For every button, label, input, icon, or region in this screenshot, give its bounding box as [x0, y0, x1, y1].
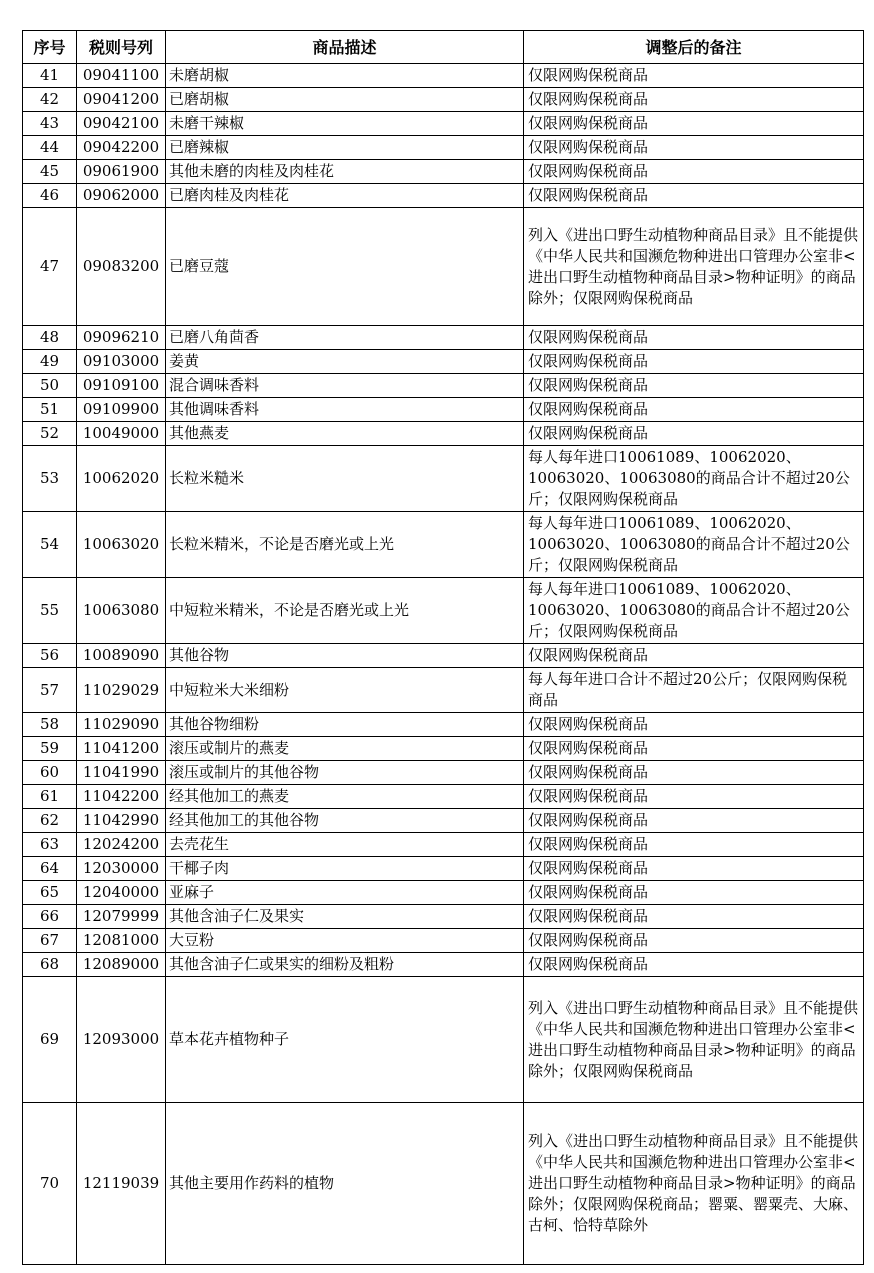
remarks-cell: 列入《进出口野生动植物种商品目录》且不能提供《中华人民共和国濒危物种进出口管理办公室非<进出口野生动植物种商品目录>物种证明》的商品除外；仅限网购保税商品；罂粟、罂粟壳、大麻、古柯、恰特草除外 [524, 1103, 864, 1265]
serial-no-cell: 42 [23, 88, 77, 112]
tariff-code-cell: 09042100 [77, 112, 166, 136]
tariff-code-cell: 09041100 [77, 64, 166, 88]
tariff-code-cell: 11029090 [77, 713, 166, 737]
description-cell: 长粒米糙米 [166, 446, 524, 512]
description-cell: 其他调味香料 [166, 398, 524, 422]
description-cell: 亚麻子 [166, 881, 524, 905]
description-cell: 姜黄 [166, 350, 524, 374]
description-cell: 已磨胡椒 [166, 88, 524, 112]
table-row [23, 833, 864, 857]
serial-no-cell: 43 [23, 112, 77, 136]
table-row [23, 398, 864, 422]
description-cell: 中短粒米精米，不论是否磨光或上光 [166, 578, 524, 644]
table-row [23, 737, 864, 761]
tariff-code-cell: 12093000 [77, 977, 166, 1103]
description-cell: 未磨胡椒 [166, 64, 524, 88]
remarks-cell: 仅限网购保税商品 [524, 833, 864, 857]
description-cell: 长粒米精米，不论是否磨光或上光 [166, 512, 524, 578]
description-cell: 已磨肉桂及肉桂花 [166, 184, 524, 208]
remarks-cell: 每人每年进口10061089、10062020、10063020、10063080的商品合计不超过20公斤；仅限网购保税商品 [524, 446, 864, 512]
table-row [23, 668, 864, 713]
serial-no-cell: 55 [23, 578, 77, 644]
serial-no-cell: 63 [23, 833, 77, 857]
description-cell: 大豆粉 [166, 929, 524, 953]
table-row [23, 184, 864, 208]
table-row [23, 136, 864, 160]
serial-no-cell: 54 [23, 512, 77, 578]
table-row [23, 112, 864, 136]
serial-no-cell: 60 [23, 761, 77, 785]
tariff-code-cell: 12079999 [77, 905, 166, 929]
serial-no-cell: 68 [23, 953, 77, 977]
tariff-code-cell: 12030000 [77, 857, 166, 881]
table-row [23, 208, 864, 326]
description-cell: 经其他加工的其他谷物 [166, 809, 524, 833]
table-header-row [23, 31, 864, 64]
remarks-cell: 仅限网购保税商品 [524, 422, 864, 446]
table-row [23, 953, 864, 977]
header-tariff-code: 税则号列 [77, 31, 166, 64]
description-cell: 其他含油子仁及果实 [166, 905, 524, 929]
header-remarks: 调整后的备注 [524, 31, 864, 64]
description-cell: 中短粒米大米细粉 [166, 668, 524, 713]
description-cell: 其他燕麦 [166, 422, 524, 446]
tariff-code-cell: 11041200 [77, 737, 166, 761]
serial-no-cell: 46 [23, 184, 77, 208]
serial-no-cell: 58 [23, 713, 77, 737]
tariff-code-cell: 12081000 [77, 929, 166, 953]
serial-no-cell: 48 [23, 326, 77, 350]
serial-no-cell: 69 [23, 977, 77, 1103]
serial-no-cell: 57 [23, 668, 77, 713]
tariff-code-cell: 09109900 [77, 398, 166, 422]
serial-no-cell: 66 [23, 905, 77, 929]
remarks-cell: 仅限网购保税商品 [524, 809, 864, 833]
tariff-code-cell: 11042200 [77, 785, 166, 809]
tariff-code-cell: 09096210 [77, 326, 166, 350]
remarks-cell: 仅限网购保税商品 [524, 374, 864, 398]
remarks-cell: 仅限网购保税商品 [524, 644, 864, 668]
serial-no-cell: 59 [23, 737, 77, 761]
remarks-cell: 列入《进出口野生动植物种商品目录》且不能提供《中华人民共和国濒危物种进出口管理办公室非<进出口野生动植物种商品目录>物种证明》的商品除外；仅限网购保税商品 [524, 977, 864, 1103]
table-row [23, 857, 864, 881]
description-cell: 已磨豆蔻 [166, 208, 524, 326]
remarks-cell: 仅限网购保税商品 [524, 713, 864, 737]
remarks-cell: 仅限网购保税商品 [524, 160, 864, 184]
remarks-cell: 仅限网购保税商品 [524, 136, 864, 160]
tariff-code-cell: 09041200 [77, 88, 166, 112]
table-row [23, 1103, 864, 1265]
remarks-cell: 仅限网购保税商品 [524, 88, 864, 112]
tariff-code-cell: 10062020 [77, 446, 166, 512]
serial-no-cell: 67 [23, 929, 77, 953]
serial-no-cell: 51 [23, 398, 77, 422]
tariff-code-cell: 11041990 [77, 761, 166, 785]
description-cell: 其他主要用作药料的植物 [166, 1103, 524, 1265]
remarks-cell: 每人每年进口10061089、10062020、10063020、10063080的商品合计不超过20公斤；仅限网购保税商品 [524, 578, 864, 644]
remarks-cell: 仅限网购保税商品 [524, 184, 864, 208]
remarks-cell: 仅限网购保税商品 [524, 737, 864, 761]
description-cell: 干椰子肉 [166, 857, 524, 881]
description-cell: 草本花卉植物种子 [166, 977, 524, 1103]
tariff-code-cell: 12024200 [77, 833, 166, 857]
remarks-cell: 仅限网购保税商品 [524, 857, 864, 881]
remarks-cell: 每人每年进口合计不超过20公斤；仅限网购保税商品 [524, 668, 864, 713]
serial-no-cell: 61 [23, 785, 77, 809]
serial-no-cell: 41 [23, 64, 77, 88]
tariff-code-cell: 09109100 [77, 374, 166, 398]
description-cell: 滚压或制片的其他谷物 [166, 761, 524, 785]
remarks-cell: 仅限网购保税商品 [524, 326, 864, 350]
serial-no-cell: 62 [23, 809, 77, 833]
remarks-cell: 仅限网购保税商品 [524, 398, 864, 422]
tariff-code-cell: 10063020 [77, 512, 166, 578]
tariff-code-cell: 12119039 [77, 1103, 166, 1265]
table-row [23, 761, 864, 785]
serial-no-cell: 53 [23, 446, 77, 512]
table-row [23, 785, 864, 809]
tariff-table [22, 30, 864, 1265]
description-cell: 其他谷物细粉 [166, 713, 524, 737]
remarks-cell: 仅限网购保税商品 [524, 785, 864, 809]
table-row [23, 644, 864, 668]
serial-no-cell: 50 [23, 374, 77, 398]
table-row [23, 350, 864, 374]
description-cell: 去壳花生 [166, 833, 524, 857]
remarks-cell: 每人每年进口10061089、10062020、10063020、10063080的商品合计不超过20公斤；仅限网购保税商品 [524, 512, 864, 578]
table-row [23, 326, 864, 350]
remarks-cell: 仅限网购保税商品 [524, 761, 864, 785]
table-row [23, 160, 864, 184]
tariff-code-cell: 09083200 [77, 208, 166, 326]
table-row [23, 422, 864, 446]
remarks-cell: 列入《进出口野生动植物种商品目录》且不能提供《中华人民共和国濒危物种进出口管理办公室非<进出口野生动植物种商品目录>物种证明》的商品除外；仅限网购保税商品 [524, 208, 864, 326]
tariff-code-cell: 09061900 [77, 160, 166, 184]
header-serial-no: 序号 [23, 31, 77, 64]
remarks-cell: 仅限网购保税商品 [524, 112, 864, 136]
table-row [23, 905, 864, 929]
description-cell: 混合调味香料 [166, 374, 524, 398]
header-description: 商品描述 [166, 31, 524, 64]
remarks-cell: 仅限网购保税商品 [524, 905, 864, 929]
description-cell: 其他谷物 [166, 644, 524, 668]
tariff-code-cell: 11029029 [77, 668, 166, 713]
serial-no-cell: 70 [23, 1103, 77, 1265]
tariff-code-cell: 09042200 [77, 136, 166, 160]
tariff-code-cell: 12089000 [77, 953, 166, 977]
tariff-code-cell: 10089090 [77, 644, 166, 668]
table-row [23, 809, 864, 833]
table-row [23, 88, 864, 112]
table-row [23, 929, 864, 953]
tariff-code-cell: 10063080 [77, 578, 166, 644]
tariff-code-cell: 10049000 [77, 422, 166, 446]
serial-no-cell: 45 [23, 160, 77, 184]
tariff-code-cell: 09103000 [77, 350, 166, 374]
description-cell: 经其他加工的燕麦 [166, 785, 524, 809]
table-row [23, 64, 864, 88]
remarks-cell: 仅限网购保税商品 [524, 953, 864, 977]
description-cell: 已磨八角茴香 [166, 326, 524, 350]
remarks-cell: 仅限网购保税商品 [524, 350, 864, 374]
description-cell: 其他含油子仁或果实的细粉及粗粉 [166, 953, 524, 977]
table-row [23, 881, 864, 905]
tariff-code-cell: 12040000 [77, 881, 166, 905]
remarks-cell: 仅限网购保税商品 [524, 929, 864, 953]
table-row [23, 374, 864, 398]
remarks-cell: 仅限网购保税商品 [524, 881, 864, 905]
table-row [23, 713, 864, 737]
serial-no-cell: 56 [23, 644, 77, 668]
table-row [23, 446, 864, 512]
tariff-code-cell: 11042990 [77, 809, 166, 833]
serial-no-cell: 52 [23, 422, 77, 446]
table-row [23, 977, 864, 1103]
description-cell: 滚压或制片的燕麦 [166, 737, 524, 761]
serial-no-cell: 49 [23, 350, 77, 374]
table-body [23, 64, 864, 1265]
remarks-cell: 仅限网购保税商品 [524, 64, 864, 88]
serial-no-cell: 64 [23, 857, 77, 881]
serial-no-cell: 47 [23, 208, 77, 326]
serial-no-cell: 44 [23, 136, 77, 160]
serial-no-cell: 65 [23, 881, 77, 905]
table-row [23, 578, 864, 644]
tariff-code-cell: 09062000 [77, 184, 166, 208]
table-row [23, 512, 864, 578]
description-cell: 已磨辣椒 [166, 136, 524, 160]
description-cell: 其他未磨的肉桂及肉桂花 [166, 160, 524, 184]
description-cell: 未磨干辣椒 [166, 112, 524, 136]
